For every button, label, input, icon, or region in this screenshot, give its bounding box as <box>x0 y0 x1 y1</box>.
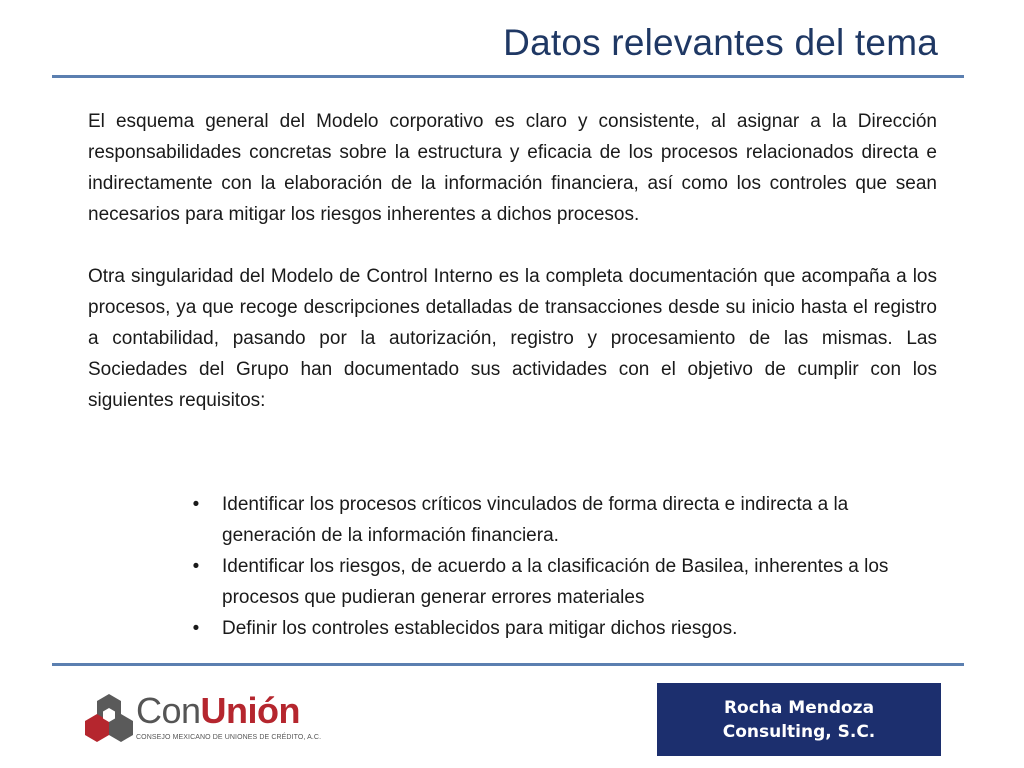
slide-title: Datos relevantes del tema <box>503 22 938 63</box>
slide-body <box>88 106 937 416</box>
list-item-text: Identificar los riesgos, de acuerdo a la clasificación de Basilea, inherentes a los procesos que pudieran generar errores materiales <box>222 556 889 608</box>
logo-subtitle: CONSEJO MEXICANO DE UNIONES DE CRÉDITO, A.C. <box>136 734 322 741</box>
bullet-icon: • <box>192 494 200 515</box>
bullet-icon: • <box>192 556 200 577</box>
top-divider <box>52 75 964 78</box>
brand-line-2: Consulting, S.C. <box>722 721 876 742</box>
list-item <box>186 613 946 644</box>
logo-word-strong: Unión <box>200 690 301 731</box>
list-item-text: Definir los controles establecidos para mitigar dichos riesgos. <box>222 618 738 639</box>
conunion-logo-wordmark <box>136 690 300 732</box>
bottom-divider <box>52 663 964 666</box>
requirements-list <box>186 489 946 644</box>
list-item-text: Identificar los procesos críticos vinculados de forma directa e indirecta a la generación de la información financiera. <box>222 494 849 546</box>
paragraph-2: Otra singularidad del Modelo de Control Interno es la completa documentación que acompaña a los procesos, ya que recoge descripciones detalladas de transacciones desde su inicio hasta el registro a contabilidad, pasando por la autorización, registro y procesamiento de las mismas. Las Sociedades del Grupo han documentado sus actividades con el objetivo de cumplir con los siguientes requisitos: <box>88 266 937 411</box>
list-item <box>186 489 946 551</box>
rocha-mendoza-brand <box>657 683 941 756</box>
conunion-logo-mark-icon <box>84 692 134 744</box>
conunion-logo <box>84 690 324 750</box>
bullet-icon: • <box>192 618 200 639</box>
logo-word-light: Con <box>136 690 201 731</box>
list-item <box>186 551 946 613</box>
paragraph-1: El esquema general del Modelo corporativo es claro y consistente, al asignar a la Dirección responsabilidades concretas sobre la estructura y eficacia de los procesos relacionados directa e indirectamente con la elaboración de la información financiera, así como los controles que sean necesarios para mitigar los riesgos inherentes a dichos procesos. <box>88 111 937 225</box>
brand-line-1: Rocha Mendoza <box>723 697 875 718</box>
